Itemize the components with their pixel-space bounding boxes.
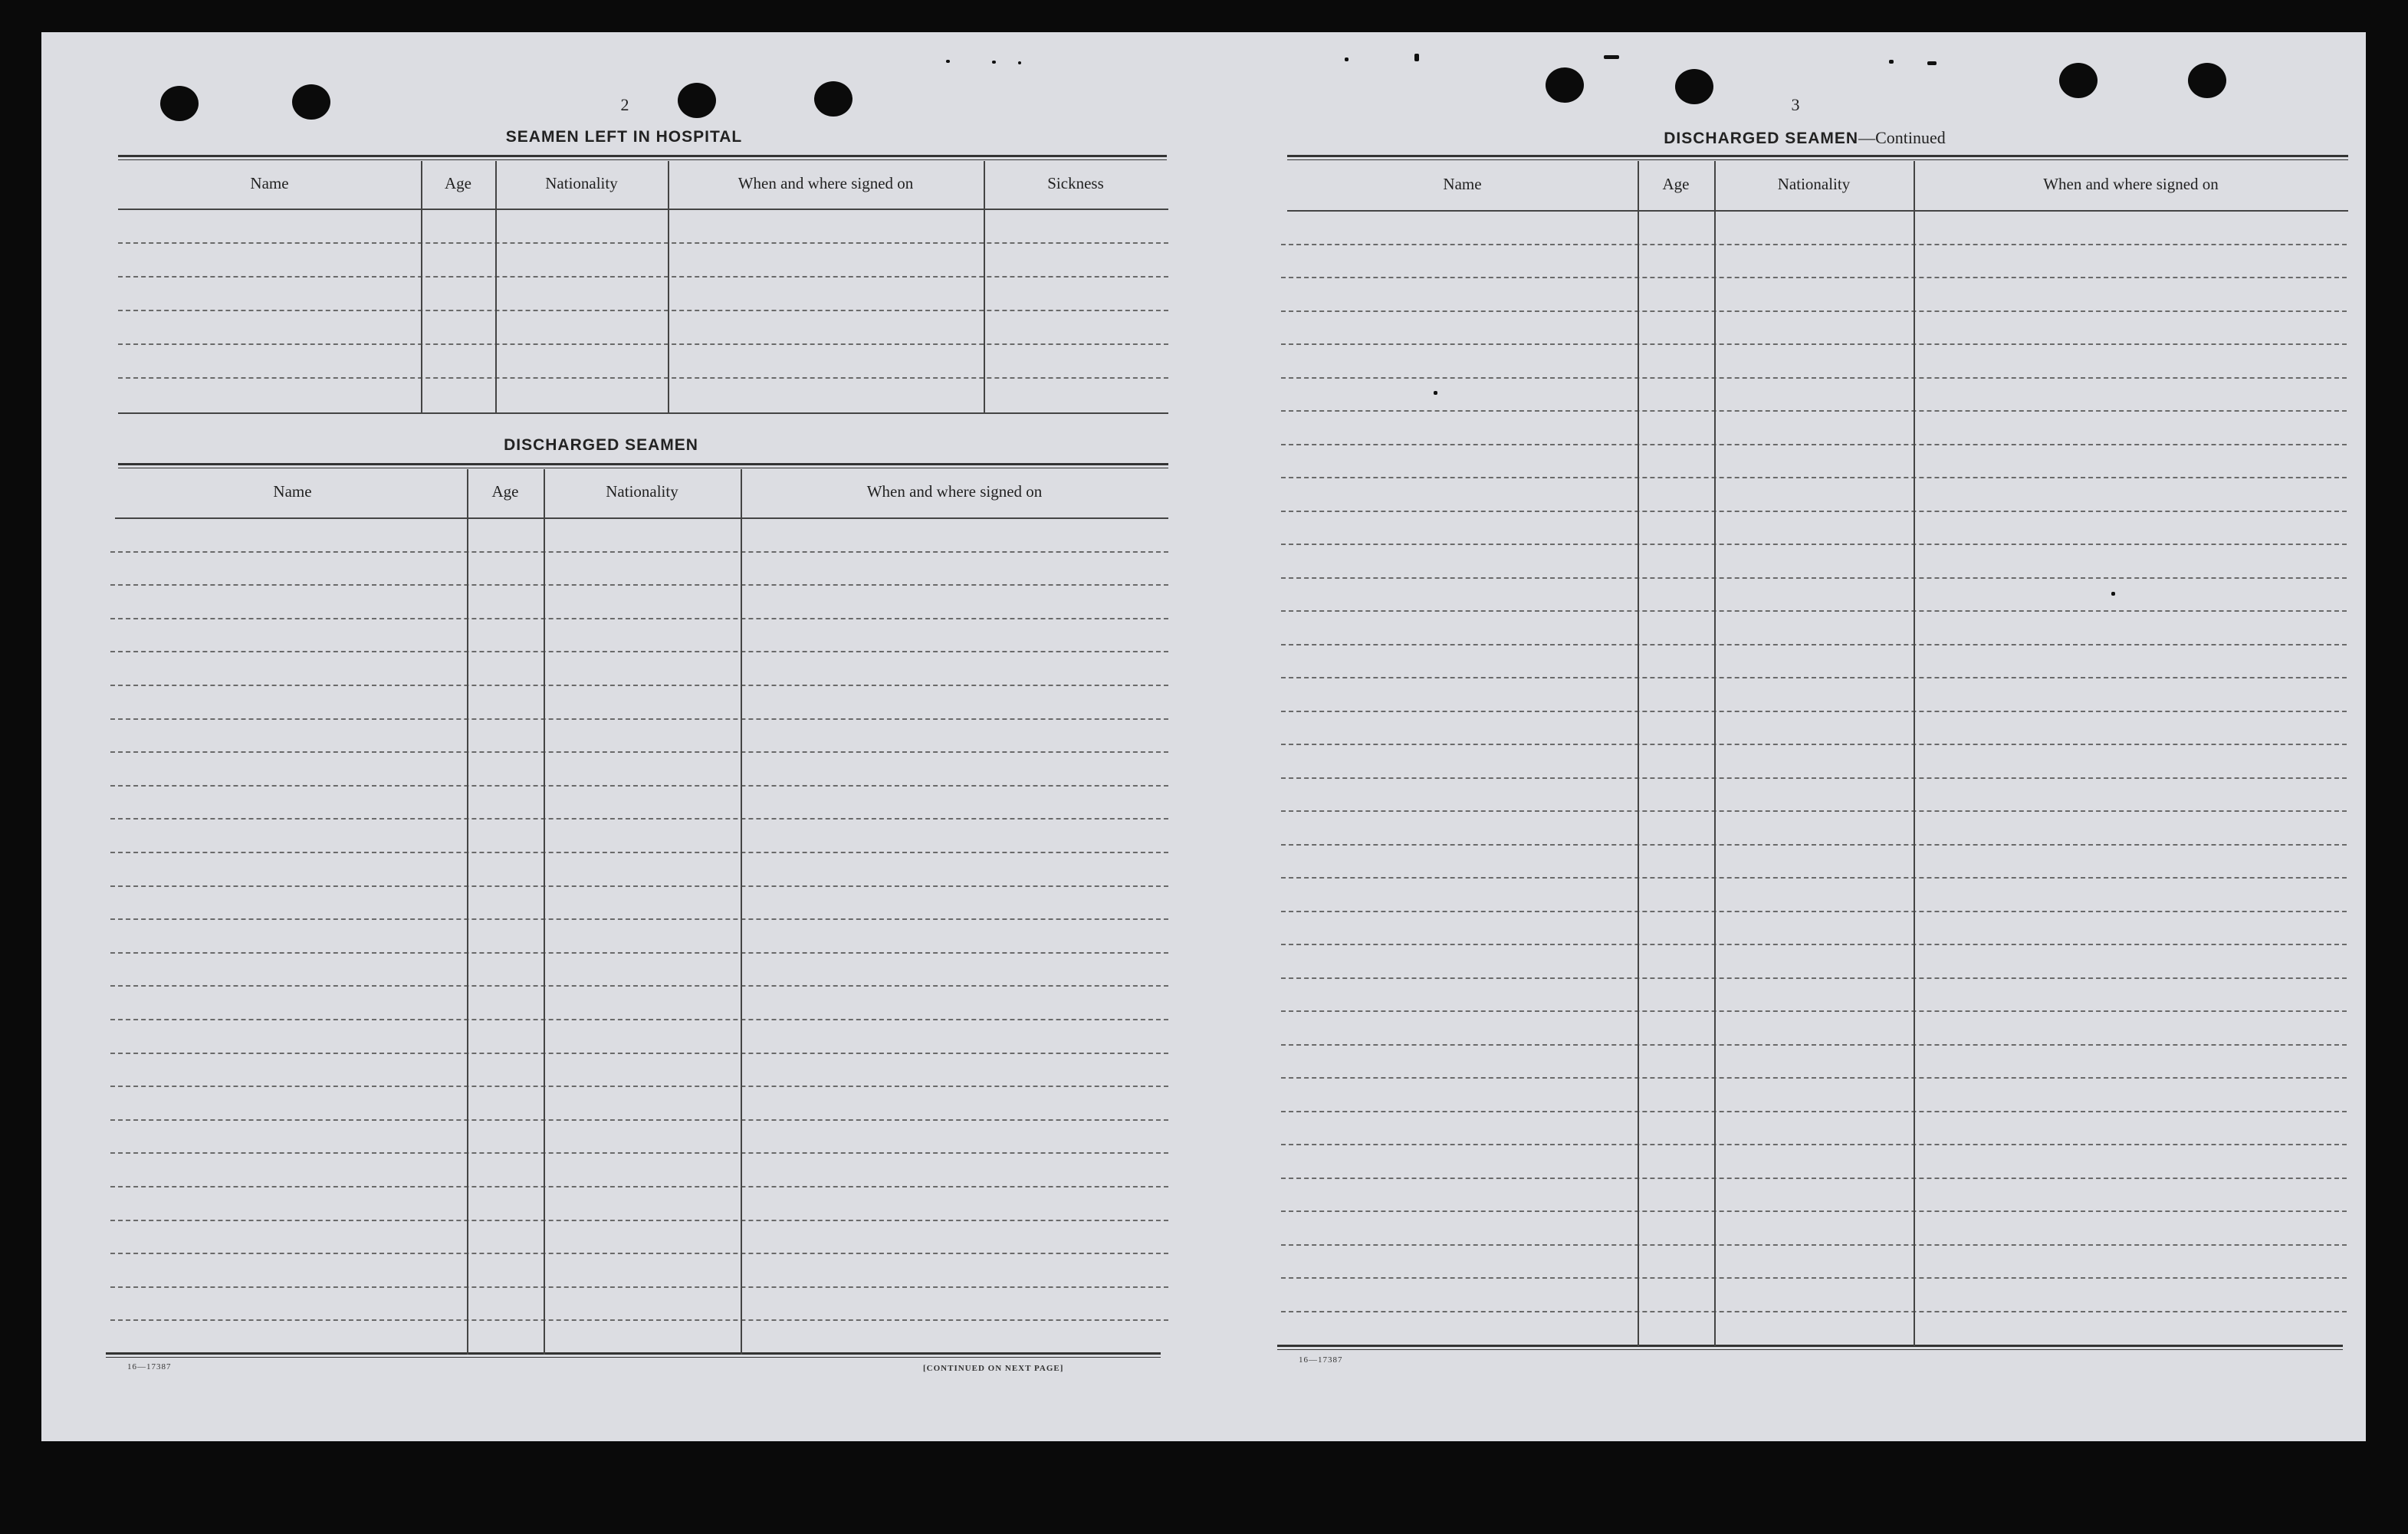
table-row-line: [110, 1086, 1168, 1087]
table-row-line: [110, 1220, 1168, 1221]
discharged-col-divider-left: [544, 469, 545, 1355]
table-row-line: [118, 242, 1168, 244]
page-number-right: 3: [1791, 95, 1800, 114]
table-row-line: [110, 1319, 1168, 1321]
table-row-line: [110, 1152, 1168, 1154]
hospital-header-rule: [118, 209, 1168, 210]
discharged-col-divider-right: [1638, 161, 1639, 1346]
table-row-line: [1281, 310, 2347, 312]
table-row-line: [1281, 1010, 2347, 1012]
table-row-line: [110, 1119, 1168, 1121]
punch-hole: [160, 86, 199, 121]
table-row-line: [1281, 377, 2347, 379]
table-row-line: [1281, 1111, 2347, 1112]
table-row-line: [1281, 711, 2347, 712]
scan-speck: [1434, 391, 1437, 395]
discharged-header-name-left: Name: [273, 482, 312, 501]
table-row-line: [110, 1253, 1168, 1254]
table-row-line: [110, 1053, 1168, 1054]
scan-speck: [1889, 60, 1894, 64]
table-row-line: [110, 1186, 1168, 1187]
discharged-bottom-rule-left: [106, 1352, 1161, 1358]
table-row-line: [110, 751, 1168, 753]
continued-note: [CONTINUED ON NEXT PAGE]: [923, 1364, 1064, 1373]
hospital-col-divider: [421, 161, 422, 412]
table-row-line: [110, 918, 1168, 920]
form-number-left: 16—17387: [127, 1362, 172, 1371]
hospital-col-divider: [668, 161, 669, 412]
discharged-col-divider-right: [1714, 161, 1716, 1346]
hospital-bottom-rule: [118, 412, 1168, 414]
discharged-header-nationality-right: Nationality: [1777, 175, 1851, 193]
table-row-line: [1281, 844, 2347, 846]
table-row-line: [1281, 244, 2347, 245]
scan-speck: [1414, 54, 1419, 61]
hospital-header-nationality: Nationality: [545, 174, 618, 192]
table-row-line: [110, 785, 1168, 787]
table-row-line: [110, 818, 1168, 820]
table-row-line: [1281, 610, 2347, 612]
discharged-table-top-rule-right: [1287, 155, 2348, 160]
table-row-line: [1281, 511, 2347, 512]
discharged-title-text: DISCHARGED SEAMEN: [1664, 130, 1859, 147]
continued-suffix: —Continued: [1858, 128, 1946, 147]
table-row-line: [110, 852, 1168, 853]
discharged-table-top-rule-left: [118, 463, 1168, 468]
punch-hole: [292, 84, 330, 120]
scan-speck: [2111, 592, 2115, 596]
table-row-line: [110, 985, 1168, 987]
table-row-line: [110, 584, 1168, 586]
discharged-header-name-right: Name: [1443, 175, 1482, 193]
punch-hole: [1546, 67, 1584, 103]
punch-hole: [678, 83, 716, 118]
table-row-line: [1281, 877, 2347, 879]
table-row-line: [1281, 1144, 2347, 1145]
table-row-line: [1281, 1311, 2347, 1312]
table-row-line: [1281, 1044, 2347, 1046]
discharged-section-title-right: [1552, 128, 2058, 148]
table-row-line: [1281, 1277, 2347, 1279]
punch-hole: [2188, 63, 2226, 98]
table-row-line: [118, 343, 1168, 345]
table-row-line: [1281, 1244, 2347, 1246]
scan-speck: [946, 60, 950, 63]
table-row-line: [1281, 777, 2347, 779]
table-row-line: [1281, 577, 2347, 579]
hospital-col-divider: [495, 161, 497, 412]
table-row-line: [110, 551, 1168, 553]
discharged-header-signed-on-right: When and where signed on: [2043, 175, 2219, 193]
hospital-header-name: Name: [250, 174, 289, 192]
table-row-line: [1281, 644, 2347, 645]
punch-hole: [2059, 63, 2098, 98]
table-row-line: [1281, 744, 2347, 745]
discharged-header-nationality-left: Nationality: [606, 482, 678, 501]
table-row-line: [1281, 343, 2347, 345]
table-row-line: [1281, 544, 2347, 545]
table-row-line: [110, 952, 1168, 954]
discharged-col-divider-left: [741, 469, 742, 1355]
table-row-line: [1281, 911, 2347, 912]
table-row-line: [118, 276, 1168, 278]
table-row-line: [1281, 444, 2347, 445]
discharged-header-age-right: Age: [1662, 175, 1690, 193]
table-row-line: [110, 651, 1168, 652]
table-row-line: [1281, 944, 2347, 945]
hospital-col-divider: [984, 161, 985, 412]
hospital-table-top-rule: [118, 155, 1167, 160]
table-row-line: [1281, 1178, 2347, 1179]
discharged-header-age-left: Age: [491, 482, 519, 501]
table-row-line: [1281, 410, 2347, 412]
form-number-right: 16—17387: [1299, 1355, 1343, 1365]
page-number-left: 2: [620, 95, 629, 114]
table-row-line: [1281, 477, 2347, 478]
scan-speck: [1927, 61, 1937, 65]
hospital-section-title: SEAMEN LEFT IN HOSPITAL: [505, 128, 743, 146]
hospital-header-sickness: Sickness: [1047, 174, 1104, 192]
discharged-col-divider-right: [1914, 161, 1915, 1346]
table-row-line: [1281, 1077, 2347, 1079]
table-row-line: [1281, 1210, 2347, 1212]
hospital-header-age: Age: [445, 174, 471, 192]
table-row-line: [118, 377, 1168, 379]
discharged-col-divider-left: [467, 469, 468, 1355]
document-sheet: [41, 32, 2366, 1441]
scan-speck: [1604, 55, 1619, 59]
table-row-line: [110, 1286, 1168, 1288]
table-row-line: [118, 310, 1168, 311]
table-row-line: [110, 718, 1168, 720]
table-row-line: [110, 618, 1168, 619]
table-row-line: [110, 685, 1168, 686]
discharged-header-rule-right: [1287, 210, 2348, 212]
scan-speck: [992, 61, 996, 64]
discharged-bottom-rule-right: [1277, 1345, 2343, 1350]
hospital-header-signed-on: When and where signed on: [738, 174, 914, 192]
table-row-line: [1281, 677, 2347, 678]
table-row-line: [1281, 810, 2347, 812]
table-row-line: [110, 1019, 1168, 1020]
scan-speck: [1345, 57, 1349, 61]
table-row-line: [1281, 277, 2347, 278]
discharged-header-rule-left: [115, 517, 1168, 519]
table-row-line: [1281, 977, 2347, 979]
discharged-section-title-left: DISCHARGED SEAMEN: [504, 436, 698, 454]
table-row-line: [110, 885, 1168, 887]
punch-hole: [814, 81, 852, 117]
punch-hole: [1675, 69, 1713, 104]
discharged-header-signed-on-left: When and where signed on: [866, 482, 1043, 501]
scan-speck: [1018, 61, 1021, 64]
